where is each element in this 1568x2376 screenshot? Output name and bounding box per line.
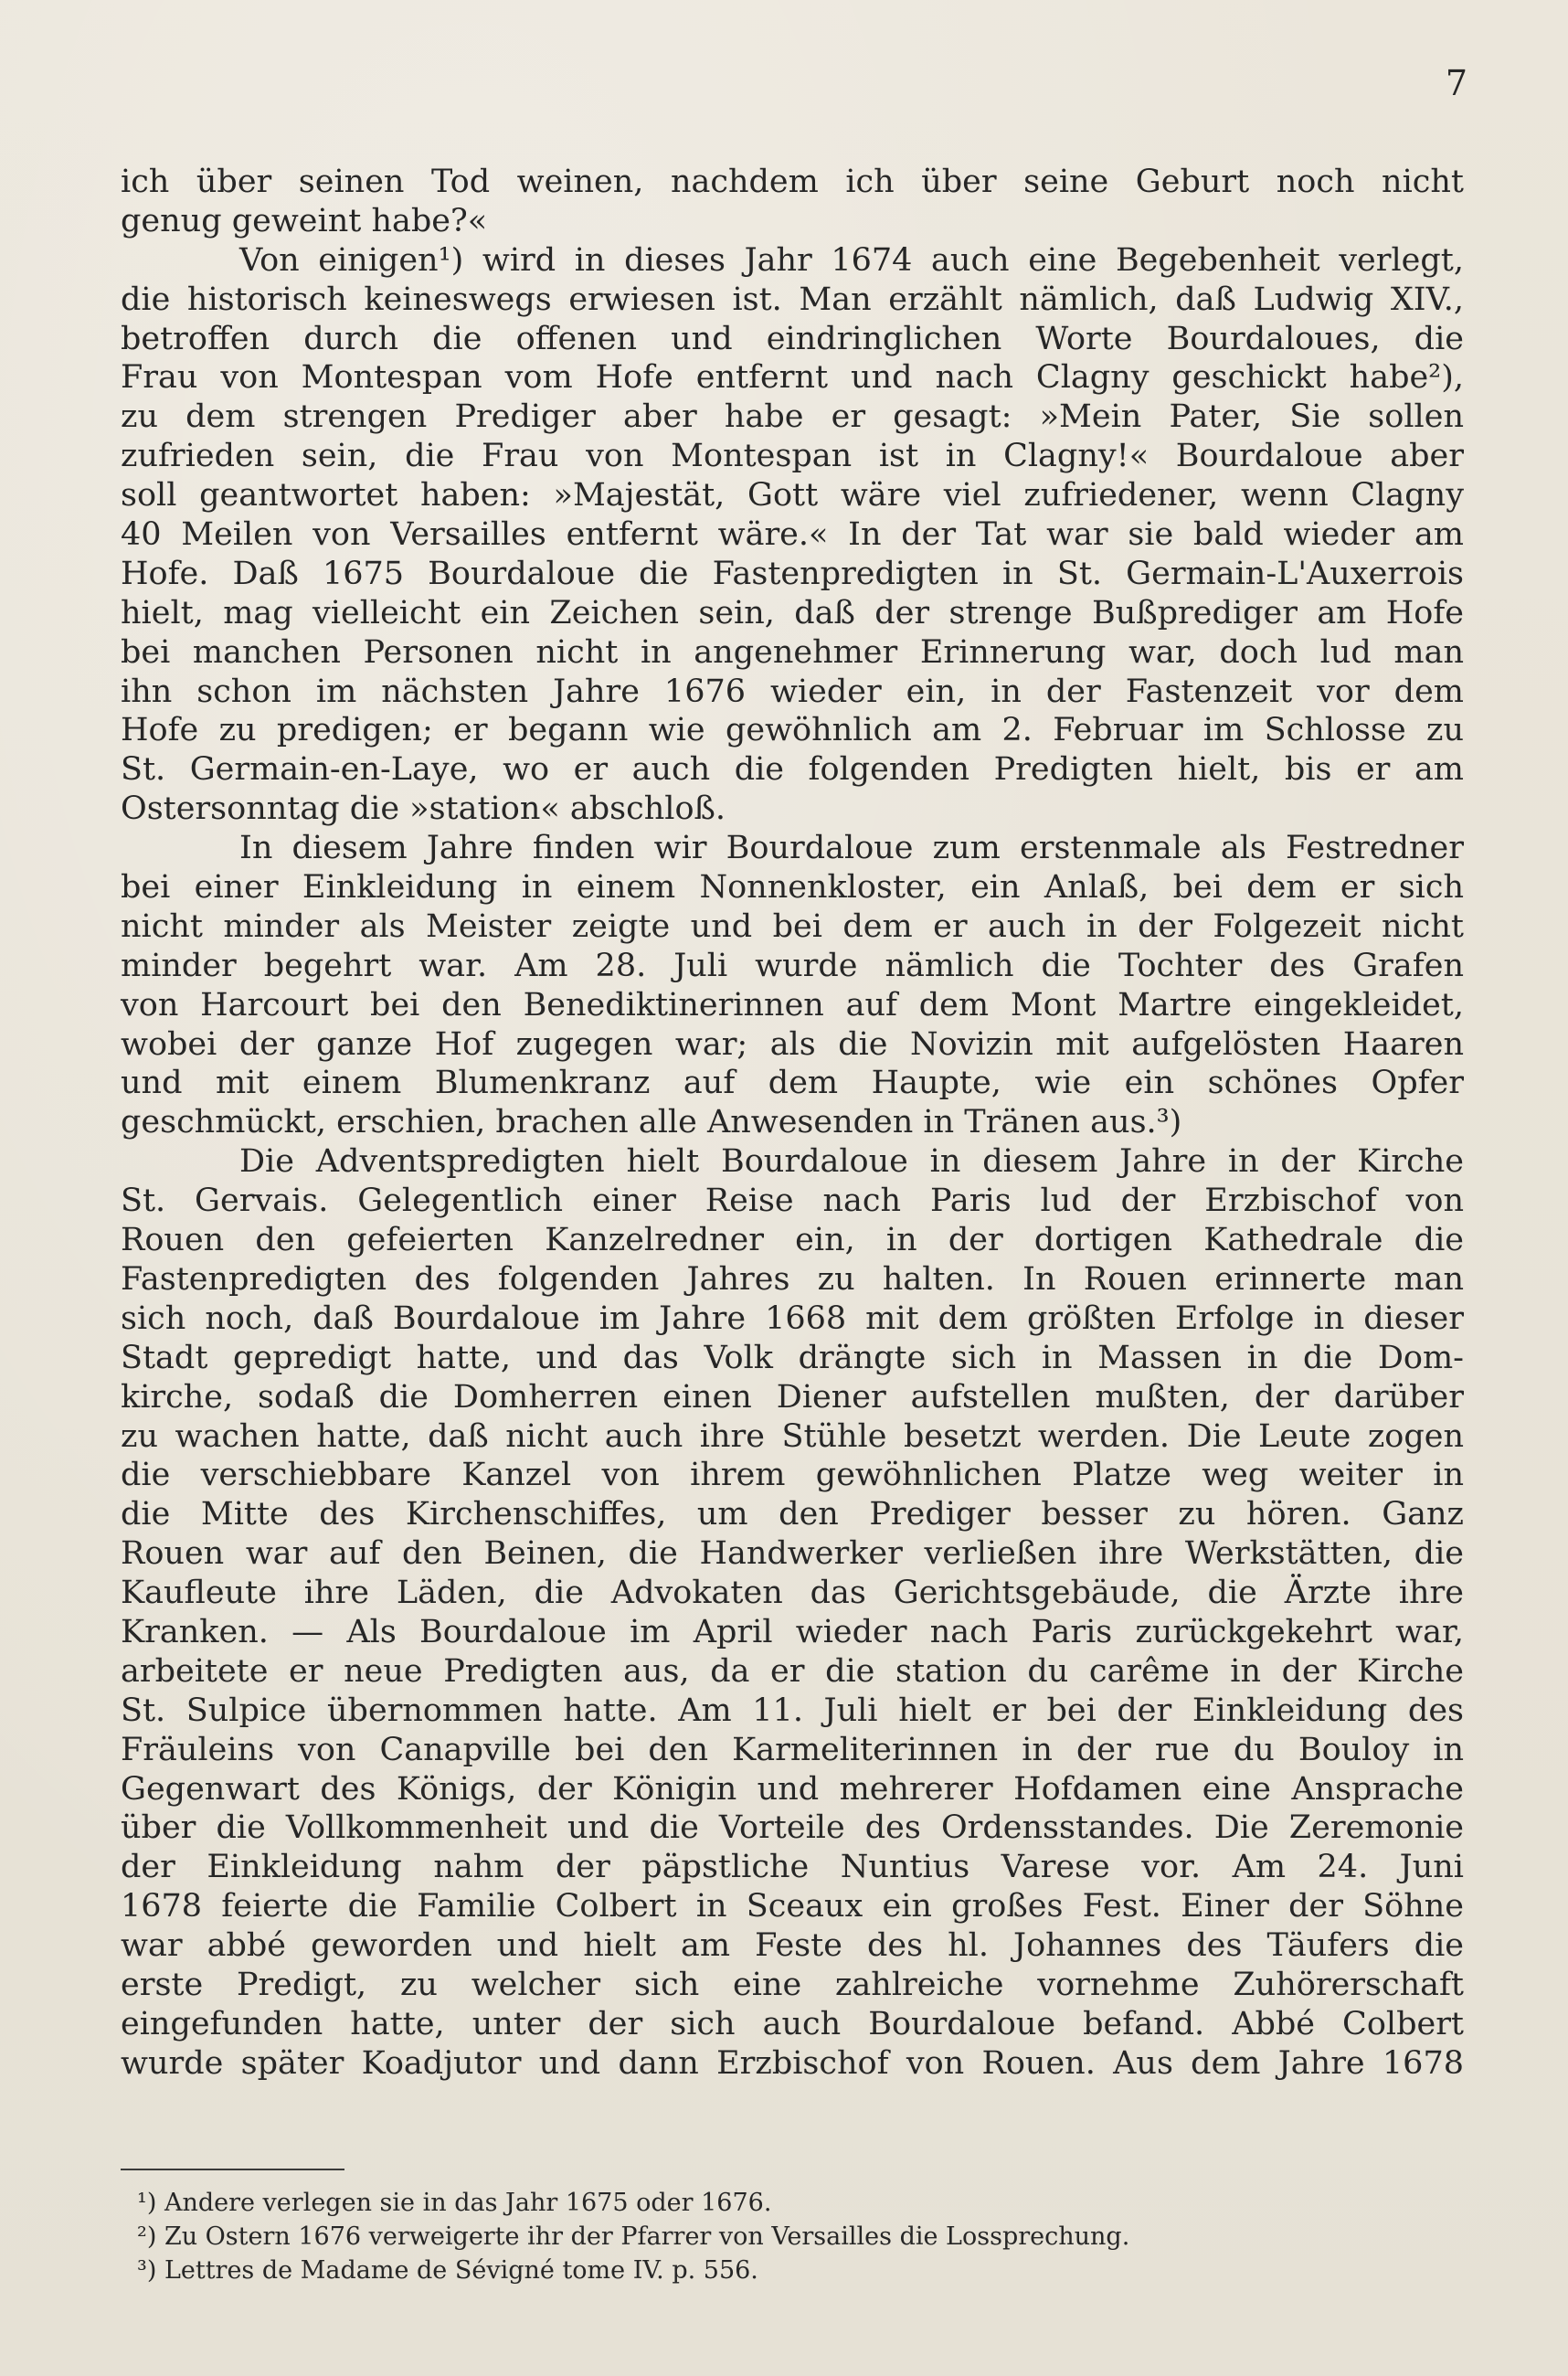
text-line: Von einigen¹) wird in dieses Jahr 1674 auch eine Begebenheit verlegt, xyxy=(239,241,1464,279)
text-line: ihn schon im nächsten Jahre 1676 wieder ein, in der Fastenzeit vor dem xyxy=(121,673,1464,710)
text-line: die verschiebbare Kanzel von ihrem gewöhnlichen Platze weg weiter in xyxy=(121,1457,1464,1494)
text-line: sich noch, daß Bourdaloue im Jahre 1668 mit dem größten Erfolge in dieser xyxy=(121,1299,1464,1337)
footnote: ³) Lettres de Madame de Sévigné tome IV. p. 556. xyxy=(137,2256,758,2285)
text-line: 1678 feierte die Familie Colbert in Sceaux ein großes Fest. Einer der Söhne xyxy=(121,1888,1464,1925)
text-line: ich über seinen Tod weinen, nachdem ich über seine Geburt noch nicht xyxy=(121,164,1464,200)
text-line: betroffen durch die offenen und eindringlichen Worte Bourdaloues, die xyxy=(121,320,1464,357)
text-line: Rouen war auf den Beinen, die Handwerker verließen ihre Werkstätten, die xyxy=(121,1535,1464,1573)
footnotes xyxy=(137,2186,1453,2287)
text-line: St. Germain-en-Laye, wo er auch die folgenden Predigten hielt, bis er am xyxy=(121,751,1464,789)
text-line: Die Adventspredigten hielt Bourdaloue in diesem Jahre in der Kirche xyxy=(239,1143,1464,1181)
text-line: wobei der ganze Hof zugegen war; als die Novizin mit aufgelösten Haaren xyxy=(121,1025,1464,1063)
text-line: soll geantwortet haben: »Majestät, Gott wäre viel zufriedener, wenn Clagny xyxy=(121,477,1464,514)
text-line: Fräuleins von Canapville bei den Karmeliterinnen in der rue du Bouloy in xyxy=(121,1731,1464,1768)
text-line: von Harcourt bei den Benediktinerinnen auf dem Mont Martre eingekleidet, xyxy=(121,986,1464,1024)
text-line: minder begehrt war. Am 28. Juli wurde nämlich die Tochter des Grafen xyxy=(121,947,1464,984)
text-line: die Mitte des Kirchenschiffes, um den Prediger besser zu hören. Ganz xyxy=(121,1496,1464,1533)
text-line: genug geweint habe?« xyxy=(121,202,488,239)
text-line: St. Sulpice übernommen hatte. Am 11. Juli hielt er bei der Einkleidung des xyxy=(121,1692,1464,1729)
text-line: kirche, sodaß die Domherren einen Diener aufstellen mußten, der darüber xyxy=(121,1378,1464,1416)
text-line: nicht minder als Meister zeigte und bei dem er auch in der Folgezeit nicht xyxy=(121,907,1464,945)
text-line: geschmückt, erschien, brachen alle Anwesenden in Tränen aus.³) xyxy=(121,1104,1182,1141)
footnote: ¹) Andere verlegen sie in das Jahr 1675 oder 1676. xyxy=(137,2189,772,2217)
text-line: bei einer Einkleidung in einem Nonnenkloster, ein Anlaß, bei dem er sich xyxy=(121,869,1464,907)
text-line: bei manchen Personen nicht in angenehmer Erinnerung war, doch lud man xyxy=(121,633,1464,671)
text-line: 40 Meilen von Versailles entfernt wäre.« In der Tat war sie bald wieder am xyxy=(121,516,1464,554)
text-line: In diesem Jahre finden wir Bourdaloue zum erstenmale als Festredner xyxy=(239,830,1464,867)
text-line: war abbé geworden und hielt am Feste des hl. Johannes des Täufers die xyxy=(121,1927,1464,1965)
text-line: zu wachen hatte, daß nicht auch ihre Stühle besetzt werden. Die Leute zogen xyxy=(121,1417,1464,1455)
text-line: Kranken. — Als Bourdaloue im April wieder nach Paris zurückgekehrt war, xyxy=(121,1613,1464,1650)
page-number: 7 xyxy=(1445,63,1467,103)
text-line: der Einkleidung nahm der päpstliche Nuntius Varese vor. Am 24. Juni xyxy=(121,1849,1464,1886)
body-text xyxy=(121,163,1464,2084)
text-line: Hofe. Daß 1675 Bourdaloue die Fastenpredigten in St. Germain-L'Auxerrois xyxy=(121,555,1464,592)
text-line: erste Predigt, zu welcher sich eine zahlreiche vornehme Zuhörerschaft xyxy=(121,1966,1464,2003)
text-line: Stadt gepredigt hatte, und das Volk drängte sich in Massen in die Dom- xyxy=(121,1339,1464,1376)
text-line: Kaufleute ihre Läden, die Advokaten das Gerichtsgebäude, die Ärzte ihre xyxy=(121,1575,1464,1612)
text-line: zufrieden sein, die Frau von Montespan ist in Clagny!« Bourdaloue aber xyxy=(121,438,1464,475)
footnote: ²) Zu Ostern 1676 verweigerte ihr der Pfarrer von Versailles die Lossprechung. xyxy=(137,2222,1130,2251)
text-line: zu dem strengen Prediger aber habe er gesagt: »Mein Pater, Sie sollen xyxy=(121,398,1464,436)
text-line: arbeitete er neue Predigten aus, da er die station du carême in der Kirche xyxy=(121,1652,1464,1690)
text-line: Ostersonntag die »station« abschloß. xyxy=(121,790,726,828)
footnote-divider xyxy=(121,2169,344,2170)
text-line: wurde später Koadjutor und dann Erzbischof von Rouen. Aus dem Jahre 1678 xyxy=(121,2044,1464,2082)
text-line: Gegenwart des Königs, der Königin und mehrerer Hofdamen eine Ansprache xyxy=(121,1770,1464,1808)
text-line: Rouen den gefeierten Kanzelredner ein, in der dortigen Kathedrale die xyxy=(121,1222,1464,1259)
text-line: hielt, mag vielleicht ein Zeichen sein, daß der strenge Bußprediger am Hofe xyxy=(121,594,1464,631)
text-line: Hofe zu predigen; er begann wie gewöhnlich am 2. Februar im Schlosse zu xyxy=(121,712,1464,749)
text-line: und mit einem Blumenkranz auf dem Haupte, wie ein schönes Opfer xyxy=(121,1065,1464,1102)
text-line: St. Gervais. Gelegentlich einer Reise nach Paris lud der Erzbischof von xyxy=(121,1183,1464,1220)
text-line: eingefunden hatte, unter der sich auch Bourdaloue befand. Abbé Colbert xyxy=(121,2005,1464,2042)
text-line: Fastenpredigten des folgenden Jahres zu halten. In Rouen erinnerte man xyxy=(121,1260,1464,1298)
text-line: die historisch keineswegs erwiesen ist. Man erzählt nämlich, daß Ludwig XIV., xyxy=(121,281,1464,318)
text-line: über die Vollkommenheit und die Vorteile des Ordensstandes. Die Zeremonie xyxy=(121,1809,1464,1847)
text-line: Frau von Montespan vom Hofe entfernt und nach Clagny geschickt habe²), xyxy=(121,359,1464,397)
